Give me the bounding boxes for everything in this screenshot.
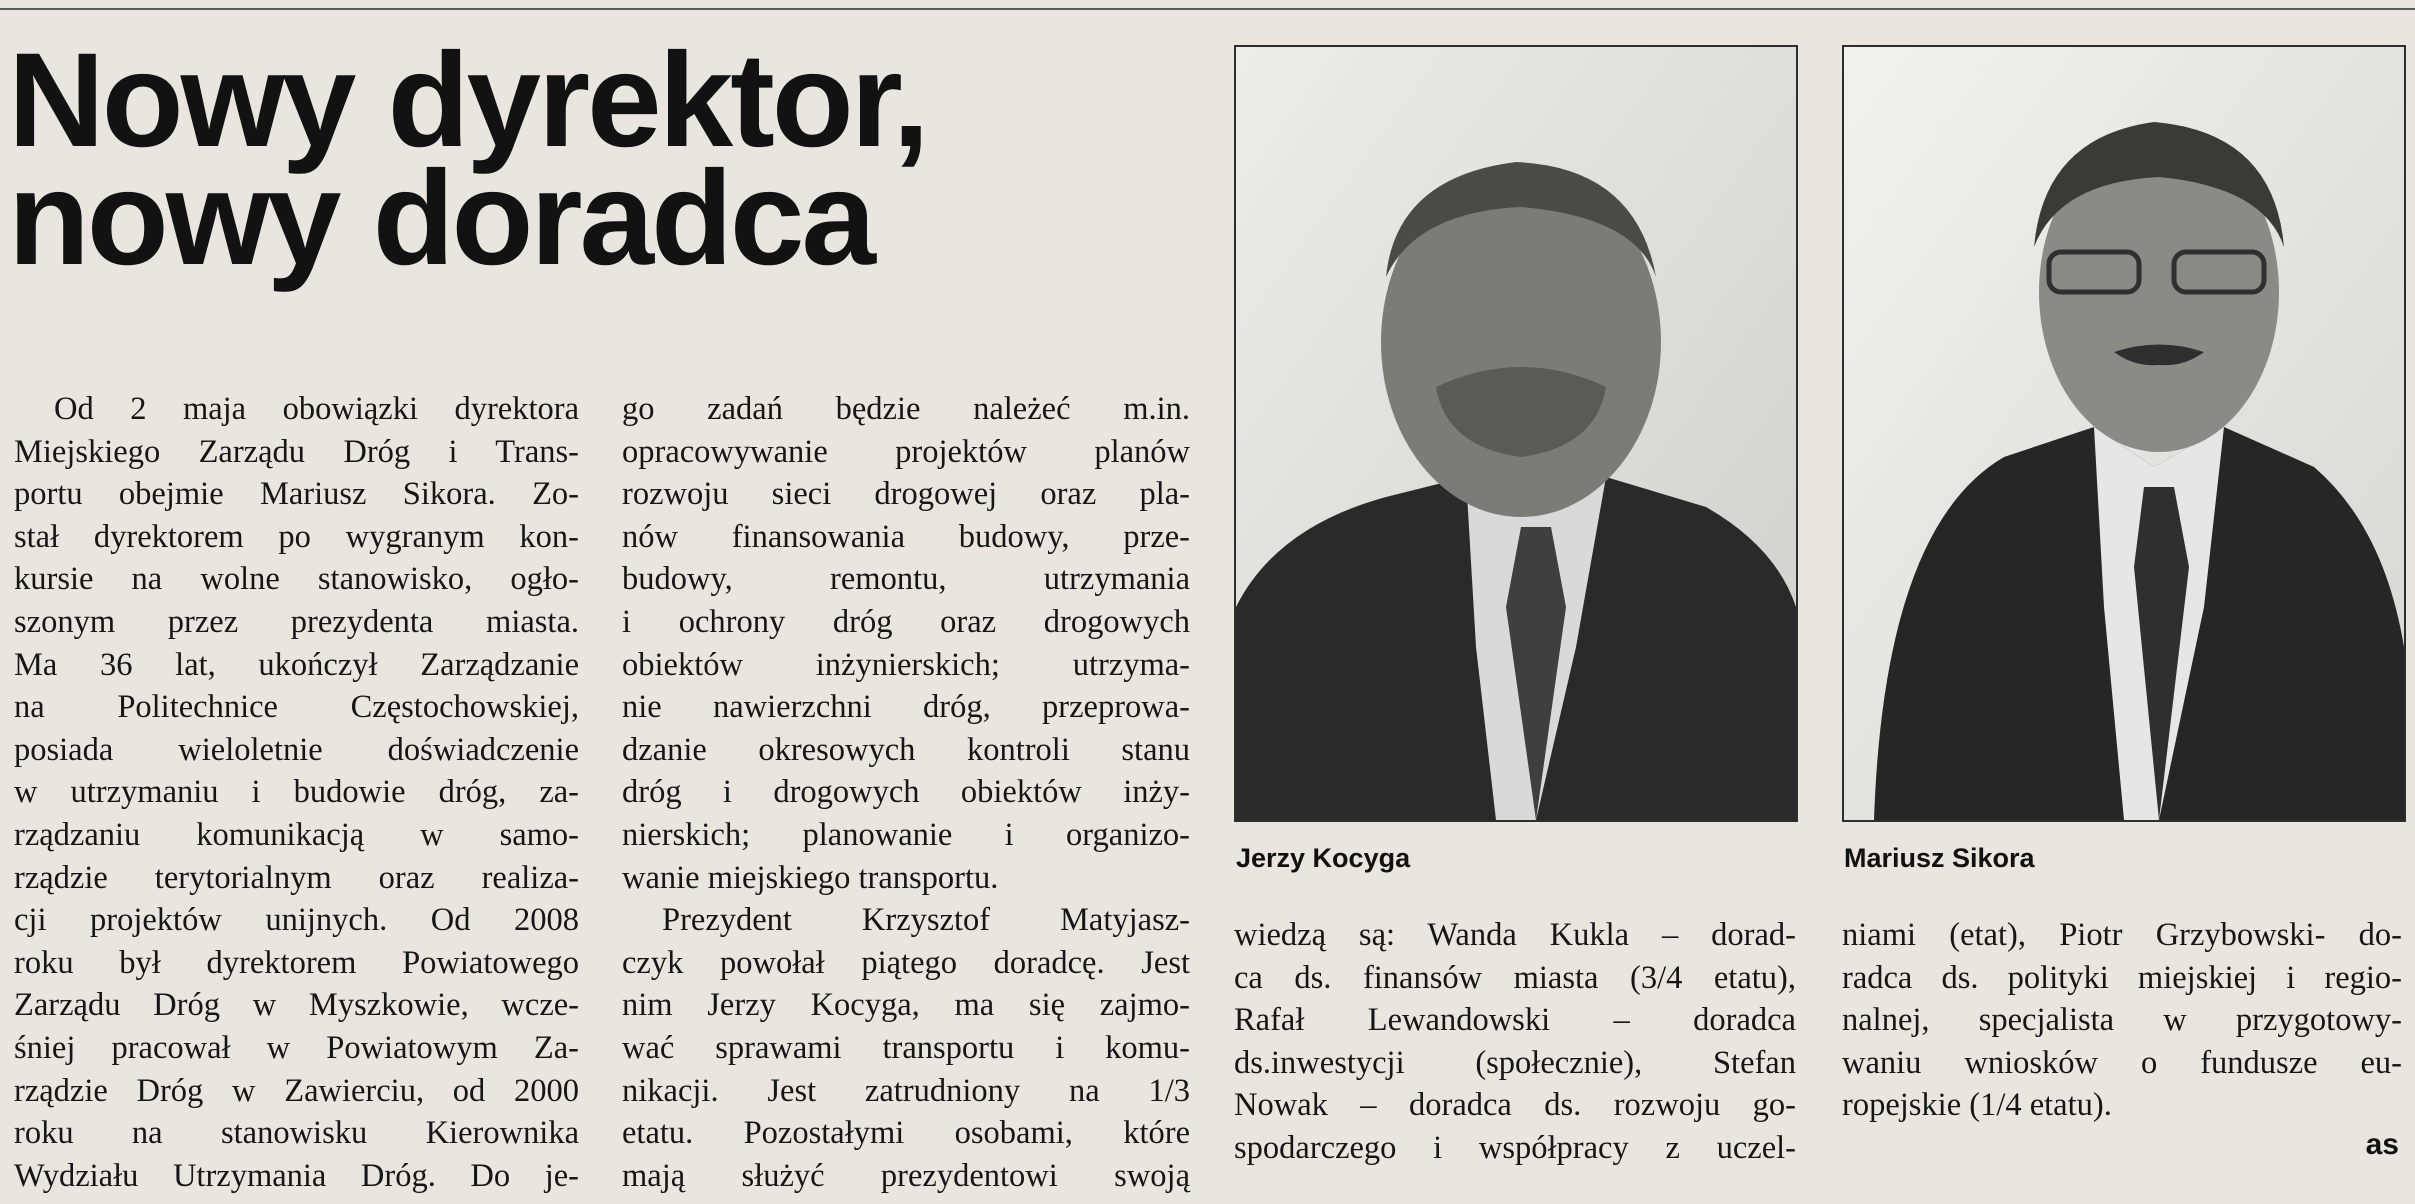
text-line: w utrzymaniu i budowie dróg, za-	[14, 774, 579, 811]
text-line: ropejskie (1/4 etatu).	[1842, 1087, 2112, 1124]
headline	[8, 26, 1188, 293]
text-line: roku był dyrektorem Powiatowego	[14, 944, 579, 981]
text-line: nierskich; planowanie i organizo-	[622, 816, 1190, 853]
photo-jerzy-kocyga	[1234, 45, 1798, 822]
text-line: wiedzą są: Wanda Kukla – dorad-	[1234, 917, 1796, 953]
text-line: roku na stanowisku Kierownika	[14, 1115, 579, 1152]
text-line: dróg i drogowych obiektów inży-	[622, 774, 1190, 811]
text-line: radca ds. polityki miejskiej i regio-	[1842, 959, 2402, 996]
text-line: opracowywanie projektów planów	[622, 433, 1190, 470]
text-line: spodarczego i współpracy z uczel-	[1234, 1129, 1796, 1166]
article-column-3	[1234, 914, 1796, 1170]
text-line: Zarządu Dróg w Myszkowie, wcze-	[14, 987, 579, 1024]
text-line: nim Jerzy Kocyga, ma się zajmo-	[622, 987, 1190, 1024]
text-line: nalnej, specjalista w przygotowy-	[1842, 1002, 2402, 1039]
text-line: nów finansowania budowy, prze-	[622, 518, 1190, 555]
photo-caption: Mariusz Sikora	[1844, 843, 2035, 873]
text-line: niami (etat), Piotr Grzybowski- do-	[1842, 917, 2402, 953]
photo-caption: Jerzy Kocyga	[1236, 843, 1411, 873]
text-line: obiektów inżynierskich; utrzyma-	[622, 646, 1190, 683]
text-line: go zadań będzie należeć m.in.	[622, 391, 1190, 427]
article-column-2	[622, 388, 1190, 1197]
text-line: posiada wieloletnie doświadczenie	[14, 731, 579, 768]
text-line: ca ds. finansów miasta (3/4 etatu),	[1234, 959, 1796, 996]
text-line: śniej pracował w Powiatowym Za-	[14, 1029, 579, 1066]
text-line: ds.inwestycji (społecznie), Stefan	[1234, 1044, 1796, 1081]
text-line: Wydziału Utrzymania Dróg. Do je-	[14, 1157, 579, 1194]
text-line: Rafał Lewandowski – doradca	[1234, 1002, 1796, 1039]
text-line: rozwoju sieci drogowej oraz pla-	[622, 476, 1190, 513]
text-line: rządzaniu komunikacją w samo-	[14, 816, 579, 853]
text-line: Nowak – doradca ds. rozwoju go-	[1234, 1087, 1796, 1124]
text-line: rządzie Dróg w Zawierciu, od 2000	[14, 1072, 579, 1109]
text-line: cji projektów unijnych. Od 2008	[14, 902, 579, 939]
text-line: budowy, remontu, utrzymania	[622, 561, 1190, 598]
text-line: czyk powołał piątego doradcę. Jest	[622, 944, 1190, 981]
text-line: dzanie okresowych kontroli stanu	[622, 731, 1190, 768]
article-column-1	[14, 388, 579, 1197]
paragraph-intro	[14, 388, 579, 431]
text-line: wać sprawami transportu i komu-	[622, 1029, 1190, 1066]
text-line: waniu wniosków o fundusze eu-	[1842, 1044, 2402, 1081]
portrait-illustration	[1236, 47, 1796, 820]
portrait-illustration	[1844, 47, 2404, 820]
text-line: portu obejmie Mariusz Sikora. Zo-	[14, 476, 579, 513]
text-line: na Politechnice Częstochowskiej,	[14, 689, 579, 726]
text-line: szonym przez prezydenta miasta.	[14, 603, 579, 640]
text-line: mają służyć prezydentowi swoją	[622, 1157, 1190, 1194]
text-line: nikacji. Jest zatrudniony na 1/3	[622, 1072, 1190, 1109]
text-line: Prezydent Krzysztof Matyjasz-	[662, 902, 1190, 939]
text-line: etatu. Pozostałymi osobami, które	[622, 1115, 1190, 1152]
text-line: kursie na wolne stanowisko, ogło-	[14, 561, 579, 598]
headline-line-1: Nowy dyrektor,	[8, 26, 927, 175]
photo-mariusz-sikora	[1842, 45, 2406, 822]
text-line: rządzie terytorialnym oraz realiza-	[14, 859, 579, 896]
text-line: Ma 36 lat, ukończył Zarządzanie	[14, 646, 579, 683]
text-line: Od 2 maja obowiązki dyrektora	[54, 391, 579, 427]
top-rule	[0, 0, 2415, 10]
text-line: Miejskiego Zarządu Dróg i Trans-	[14, 433, 579, 470]
author-signature: as	[2365, 1128, 2399, 1161]
article-column-4	[1842, 914, 2402, 1127]
headline-line-2: nowy doradca	[8, 144, 873, 293]
text-line: stał dyrektorem po wygranym kon-	[14, 518, 579, 555]
text-line: wanie miejskiego transportu.	[622, 859, 999, 896]
text-line: nie nawierzchni dróg, przeprowa-	[622, 689, 1190, 726]
text-line: i ochrony dróg oraz drogowych	[622, 603, 1190, 640]
